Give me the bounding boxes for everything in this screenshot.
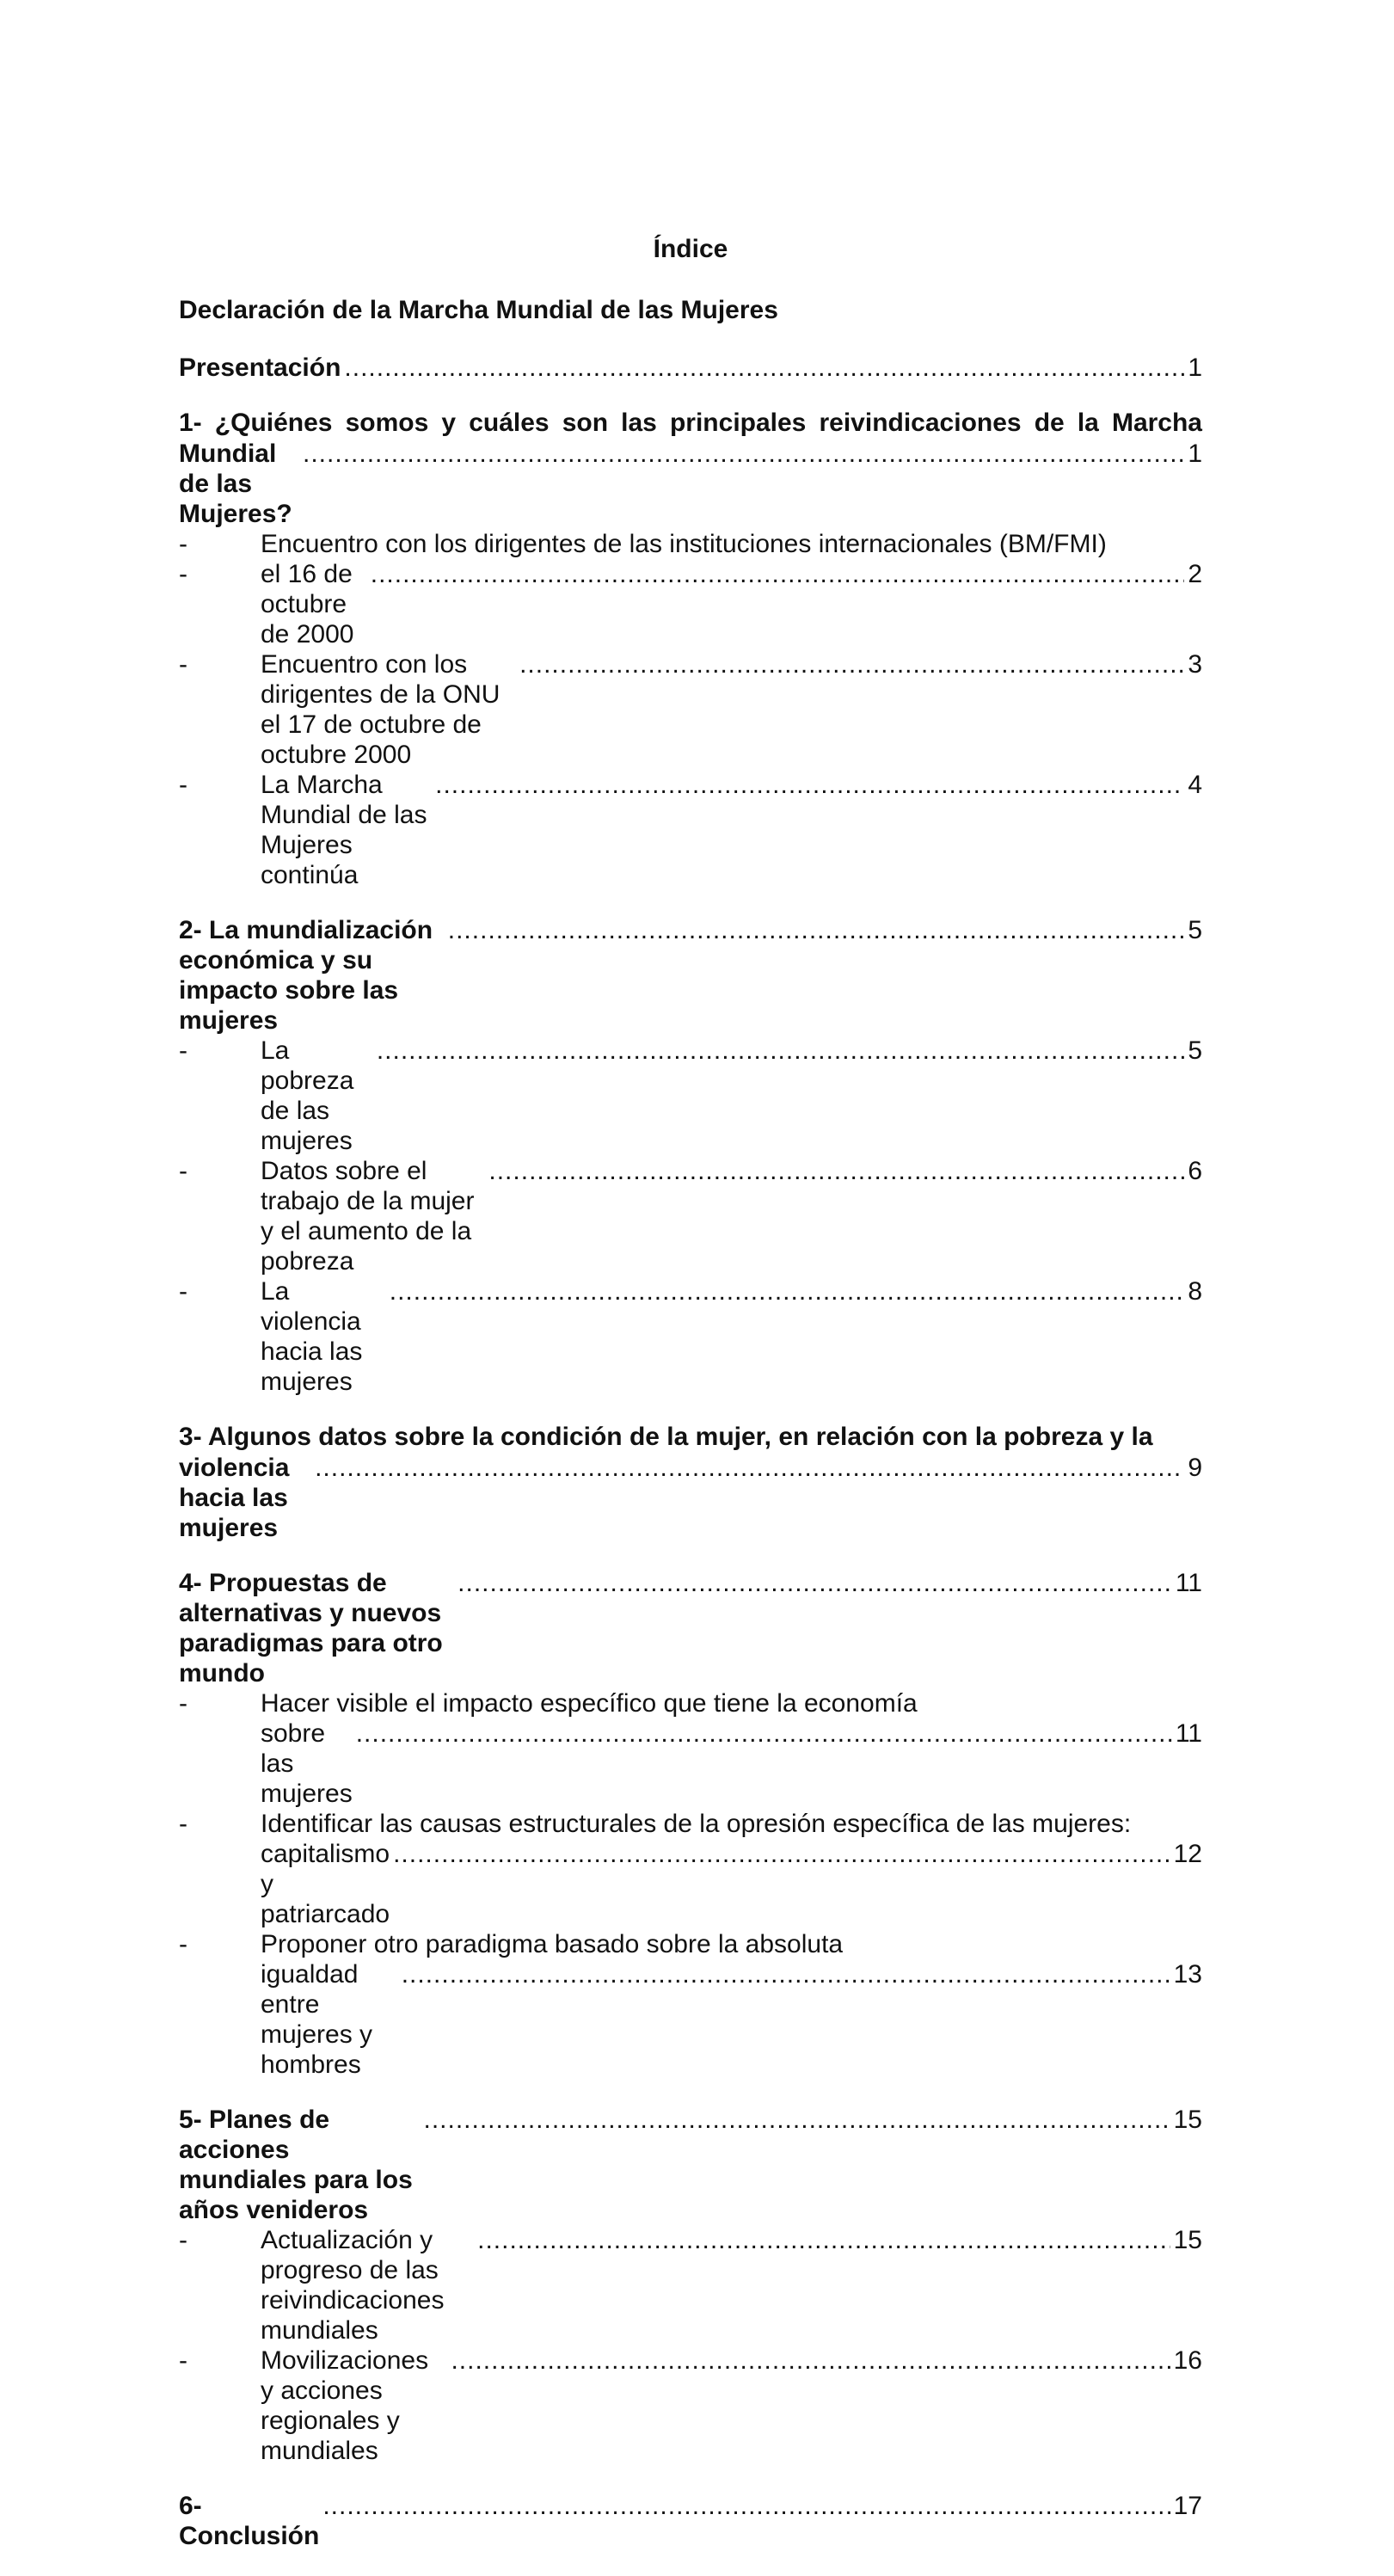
page-number: 13 (1173, 1960, 1202, 1989)
dot-leader (448, 915, 1185, 945)
dot-leader (458, 1568, 1172, 1598)
dot-leader (322, 2491, 1170, 2521)
dash-bullet: - (179, 1930, 187, 1958)
dash-bullet: - (179, 1036, 187, 1065)
toc-subentry (179, 2345, 1202, 2466)
page-number: 9 (1188, 1454, 1202, 1482)
page-number: 8 (1188, 1277, 1202, 1306)
toc-subentry-continued (179, 559, 1202, 649)
section-title-line: violencia hacia las mujeres (179, 1454, 290, 1542)
subentry-label: igualdad entre mujeres y hombres (261, 1960, 373, 2079)
page-number: 2 (1188, 560, 1202, 588)
dash-bullet: - (179, 530, 187, 558)
section-title-line: 1- ¿Quiénes somos y cuáles son las principales reivindicaciones de la Marcha (179, 409, 1202, 437)
toc-section-5 (179, 2105, 1202, 2466)
dot-leader (393, 1839, 1170, 1869)
table-of-contents (179, 232, 1202, 2576)
page-number: 1 (1188, 354, 1202, 382)
page-number: 17 (1173, 2492, 1202, 2520)
toc-subentry (179, 1929, 1202, 1959)
page-title: Índice (653, 235, 728, 263)
dot-leader (451, 2345, 1170, 2376)
subentry-label: La violencia hacia las mujeres (261, 1277, 363, 1396)
toc-presentation (179, 353, 1202, 383)
dash-bullet: - (179, 560, 187, 588)
subentry-label: Movilizaciones y acciones regionales y mundiales (261, 2346, 429, 2465)
dot-leader (303, 439, 1184, 469)
toc-section-2 (179, 915, 1202, 1397)
dot-leader (519, 649, 1184, 679)
subentry-label: Encuentro con los dirigentes de las instituciones internacionales (BM/FMI) (261, 530, 1107, 558)
section-title-line: 3- Algunos datos sobre la condición de la mujer, en relación con la pobreza y la (179, 1423, 1153, 1451)
section-title: 2- La mundialización económica y su impacto sobre las mujeres (179, 916, 433, 1035)
toc-subentry (179, 1276, 1202, 1397)
dash-bullet: - (179, 1810, 187, 1838)
toc-section-3 (179, 1422, 1202, 1543)
dot-leader (423, 2105, 1170, 2135)
subentry-label: Datos sobre el trabajo de la mujer y el aumento de la pobreza (261, 1157, 475, 1276)
section-title: 4- Propuestas de alternativas y nuevos paradigmas para otro mundo (179, 1569, 443, 1688)
dash-bullet: - (179, 1277, 187, 1306)
toc-subentry (179, 1809, 1202, 1839)
page-number: 1 (1188, 440, 1202, 468)
toc-section-4 (179, 1568, 1202, 2080)
dot-leader (435, 770, 1184, 800)
subentry-label: Identificar las causas estructurales de la opresión específica de las mujeres: (261, 1810, 1132, 1838)
dash-bullet: - (179, 2346, 187, 2375)
section-title: 6- Conclusión (179, 2492, 320, 2550)
dash-bullet: - (179, 650, 187, 679)
toc-subentry (179, 529, 1202, 559)
subentry-label: el 16 de octubre de 2000 (261, 560, 354, 649)
subentry-label: La Marcha Mundial de las Mujeres continúa (261, 771, 427, 889)
subentry-label: Encuentro con los dirigentes de la ONU el 17 de octubre de octubre 2000 (261, 650, 500, 769)
dot-leader (488, 1156, 1184, 1186)
section-title-line: Mundial de las Mujeres? (179, 440, 292, 528)
dot-leader (356, 1718, 1172, 1749)
toc-subentry (179, 1688, 1202, 1718)
toc-subentry-continued (179, 1718, 1202, 1809)
toc-subentry (179, 770, 1202, 890)
toc-subentry (179, 649, 1202, 770)
dot-leader (377, 1036, 1185, 1066)
subentry-label: La pobreza de las mujeres (261, 1036, 354, 1155)
dot-leader (390, 1276, 1185, 1306)
subentry-label: Hacer visible el impacto específico que tiene la economía (261, 1689, 918, 1718)
section-title: 5- Planes de acciones mundiales para los años venideros (179, 2106, 413, 2224)
dash-bullet: - (179, 1157, 187, 1185)
page-number: 5 (1188, 916, 1202, 944)
subentry-label: Actualización y progreso de las reivindicaciones mundiales (261, 2226, 445, 2345)
toc-subentry (179, 1036, 1202, 1156)
page-number: 11 (1175, 1569, 1202, 1597)
page-number: 3 (1188, 650, 1202, 679)
dot-leader (477, 2225, 1170, 2255)
page-number: 11 (1175, 1719, 1202, 1748)
page-number: 12 (1173, 1840, 1202, 1868)
subentry-label: sobre las mujeres (261, 1719, 353, 1808)
declaration-heading: Declaración de la Marcha Mundial de las Mujeres (179, 296, 778, 324)
dot-leader (371, 559, 1185, 589)
dash-bullet: - (179, 2226, 187, 2254)
subentry-label: Proponer otro paradigma basado sobre la absoluta (261, 1930, 844, 1958)
page-number: 4 (1188, 771, 1202, 799)
dash-bullet: - (179, 1689, 187, 1718)
toc-entry-label: Presentación (179, 354, 341, 382)
toc-subentry (179, 1156, 1202, 1276)
dot-leader (315, 1453, 1184, 1483)
dash-bullet: - (179, 771, 187, 799)
toc-subentry-continued (179, 1839, 1202, 1929)
page-number: 15 (1173, 2106, 1202, 2134)
toc-section-1 (179, 408, 1202, 890)
dot-leader (344, 353, 1184, 383)
toc-section-6 (179, 2491, 1202, 2551)
page-number: 6 (1188, 1157, 1202, 1185)
toc-subentry-continued (179, 1959, 1202, 2080)
dot-leader (402, 1959, 1170, 1989)
toc-subentry (179, 2225, 1202, 2345)
page-number: 16 (1173, 2346, 1202, 2375)
page-number: 5 (1188, 1036, 1202, 1065)
subentry-label: capitalismo y patriarcado (261, 1840, 390, 1928)
page-number: 15 (1173, 2226, 1202, 2254)
